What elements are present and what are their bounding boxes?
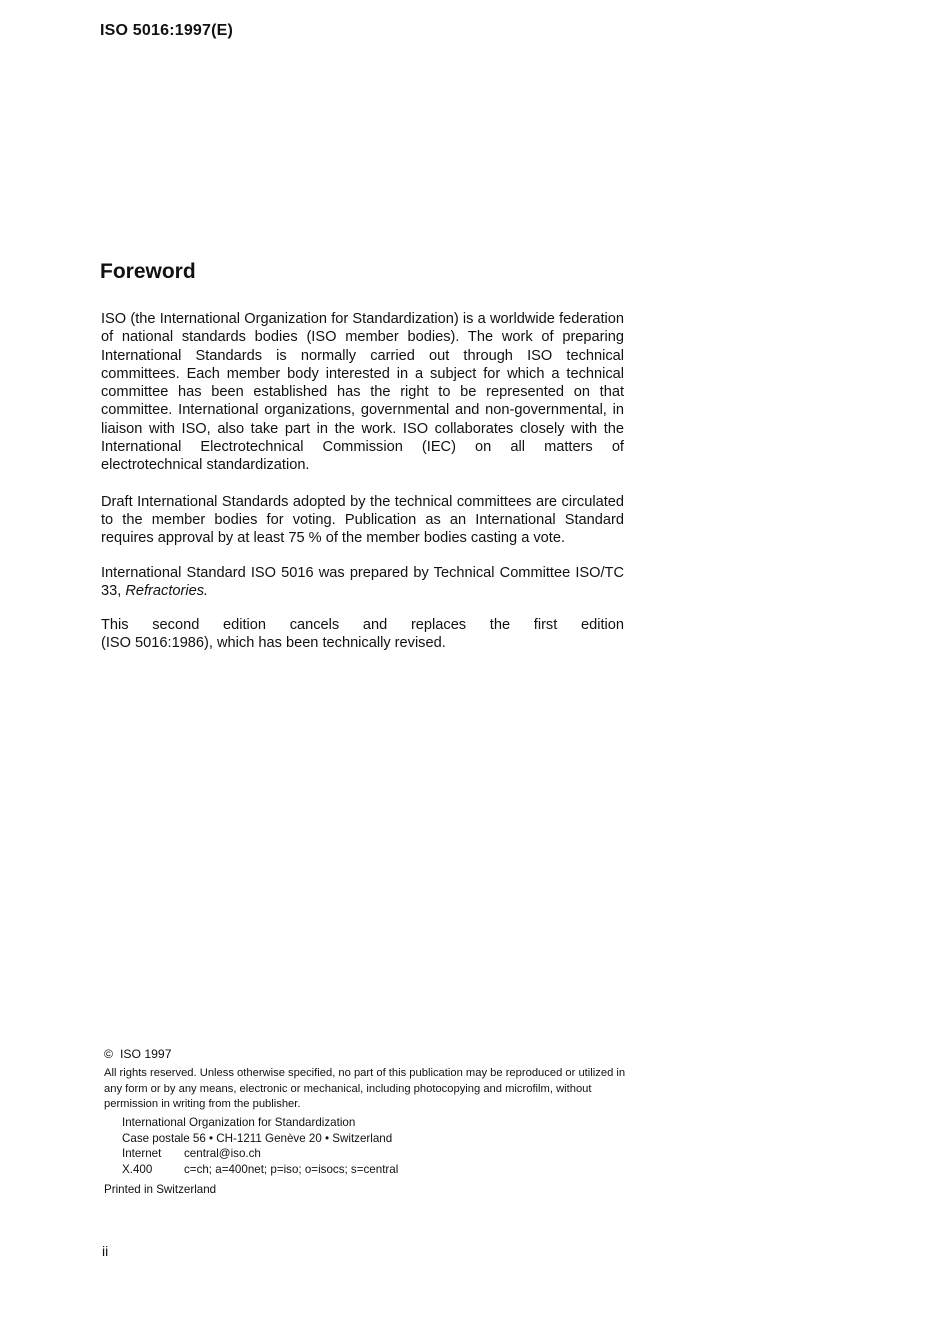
- internet-address: central@iso.ch: [184, 1147, 261, 1161]
- organization-name: International Organization for Standardization: [122, 1116, 356, 1130]
- foreword-paragraph-1: ISO (the International Organization for Standardization) is a worldwide federation of national standards bodies (ISO member bodies). The work of preparing International Standards is normally carried out through ISO technical committees. Each member body interested in a subject for which a technical committee has been established has the right to be represented on that committee. International organizations, governmental and non-governmental, in liaison with ISO, also take part in the work. ISO collaborates closely with the International Electrotechnical Commission (IEC) on all matters of electrotechnical standardization.: [101, 311, 624, 474]
- paragraph-3-text: International Standard ISO 5016 was prepared by Technical Committee ISO/TC 33,: [101, 564, 624, 599]
- internet-label: Internet: [122, 1147, 162, 1161]
- copyright-block: [104, 1047, 634, 1197]
- foreword-paragraph-4: [101, 616, 624, 653]
- internet-line: [122, 1146, 634, 1161]
- copyright-year: ISO 1997: [120, 1047, 172, 1061]
- x400-label: X.400: [122, 1162, 153, 1176]
- paragraph-4-line-2: (ISO 5016:1986), which has been technically revised.: [101, 635, 446, 652]
- rights-notice: All rights reserved. Unless otherwise specified, no part of this publication may be reproduced or utilized in any form or by any means, electronic or mechanical, including photocopying and microfilm, without permission in writing from the publisher.: [104, 1067, 626, 1110]
- committee-title-italic: Refractories.: [125, 582, 209, 599]
- copyright-icon: ©: [104, 1047, 113, 1061]
- foreword-paragraph-2: Draft International Standards adopted by the technical committees are circulated to the member bodies for voting. Publication as an International Standard requires approval by at least 75 % of the member bodies casting a vote.: [101, 493, 624, 547]
- publisher-address: [104, 1115, 634, 1177]
- foreword-paragraph-3: [101, 564, 624, 601]
- copyright-year-line: [104, 1047, 634, 1062]
- foreword-body: [101, 310, 624, 671]
- x400-address: c=ch; a=400net; p=iso; o=isocs; s=central: [184, 1162, 399, 1176]
- page-title: Foreword: [100, 260, 196, 283]
- postal-address: Case postale 56 • CH-1211 Genève 20 • Switzerland: [122, 1131, 393, 1145]
- printed-in-notice: Printed in Switzerland: [104, 1182, 217, 1196]
- page-number: ii: [102, 1243, 109, 1259]
- document-id-header: ISO 5016:1997(E): [100, 22, 234, 39]
- x400-line: [122, 1162, 634, 1177]
- paragraph-4-line-1: This second edition cancels and replaces the first edition: [101, 617, 624, 634]
